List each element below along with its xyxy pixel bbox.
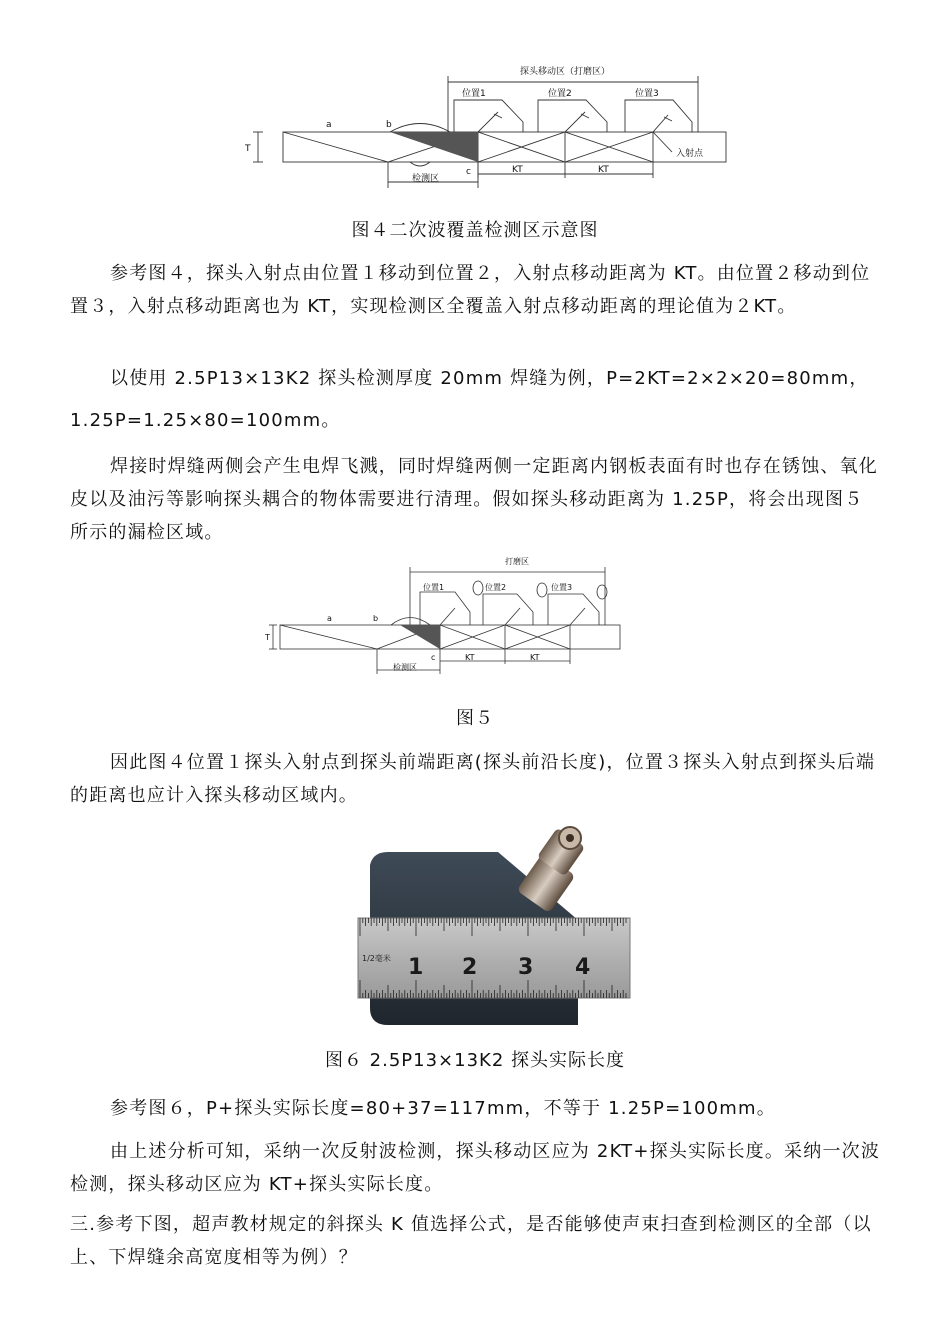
ruler-number-1: 1: [408, 955, 424, 980]
point-a-label: a: [327, 614, 332, 623]
figure-5-diagram: [265, 550, 635, 680]
paragraph-2-line-1: 以使用 2.5P13×13K2 探头检测厚度 20mm 焊缝为例，P=2KT=2×2×20=80mm，: [110, 368, 869, 389]
thickness-label: T: [245, 144, 251, 154]
ruler-unit: 1/2毫米: [362, 954, 391, 963]
thickness-label: T: [265, 633, 270, 642]
paragraph-6: 由上述分析可知，采纳一次反射波检测，探头移动区应为 2KT+探头实际长度。采纳一次波检测，探头移动区应为 KT+探头实际长度。: [70, 1141, 881, 1195]
paragraph-3: 焊接时焊缝两侧会产生电焊飞溅，同时焊缝两侧一定距离内钢板表面有时也存在锈蚀、氧化皮以及油污等影响探头耦合的物体需要进行清理。假如探头移动距离为 1.25P，将会出现图５所示的漏检区域。: [70, 456, 878, 543]
paragraph-5: 参考图６，P+探头实际长度=80+37=117mm，不等于 1.25P=100mm。: [110, 1098, 776, 1119]
point-c-label: c: [466, 167, 471, 177]
point-b-label: b: [373, 614, 379, 623]
inspection-zone-label: 检测区: [412, 174, 440, 184]
position-1-label: 位置1: [462, 89, 486, 99]
paragraph-1: 参考图４，探头入射点由位置１移动到位置２，入射点移动距离为 KT。由位置２移动到位置３，入射点移动距离也为 KT，实现检测区全覆盖入射点移动距离的理论值为２KT。: [70, 263, 871, 317]
ruler-number-2: 2: [462, 955, 478, 980]
figure-4-diagram: [240, 60, 740, 195]
position-1-label: 位置1: [423, 583, 445, 592]
entry-point-label: 入射点: [676, 149, 704, 159]
kt-label-2: KT: [530, 653, 540, 662]
kt-label-1: KT: [512, 165, 523, 175]
ruler-number-3: 3: [518, 955, 534, 980]
paragraph-7: 三.参考下图，超声教材规定的斜探头 K 值选择公式，是否能够使声束扫查到检测区的全部（以上、下焊缝余高宽度相等为例）？: [70, 1214, 872, 1268]
figure-6-caption: 图６ 2.5P13×13K2 探头实际长度: [324, 1050, 626, 1071]
point-c-label: c: [431, 653, 436, 662]
paragraph-2-line-2: 1.25P=1.25×80=100mm。: [70, 410, 341, 431]
zone-label: 打磨区: [505, 557, 529, 566]
figure-5-caption: 图５: [456, 708, 494, 729]
position-2-label: 位置2: [485, 583, 507, 592]
ruler-number-4: 4: [575, 955, 591, 980]
position-2-label: 位置2: [548, 89, 572, 99]
figure-4-caption: 图４二次波覆盖检测区示意图: [351, 220, 599, 241]
shaded-zone: [390, 132, 478, 162]
paragraph-4: 因此图４位置１探头入射点到探头前端距离(探头前沿长度)，位置３探头入射点到探头后端的距离也应计入探头移动区域内。: [70, 752, 876, 806]
zone-label: 探头移动区（打磨区）: [520, 67, 611, 77]
position-3-label: 位置3: [551, 583, 573, 592]
kt-label-2: KT: [598, 165, 609, 175]
inspection-zone-label: 检测区: [393, 663, 417, 672]
point-b-label: b: [386, 120, 392, 130]
position-3-label: 位置3: [635, 89, 659, 99]
figure-6-photo: [348, 820, 636, 1032]
kt-label-1: KT: [465, 653, 475, 662]
point-a-label: a: [326, 120, 332, 130]
shaded-zone: [400, 625, 440, 649]
